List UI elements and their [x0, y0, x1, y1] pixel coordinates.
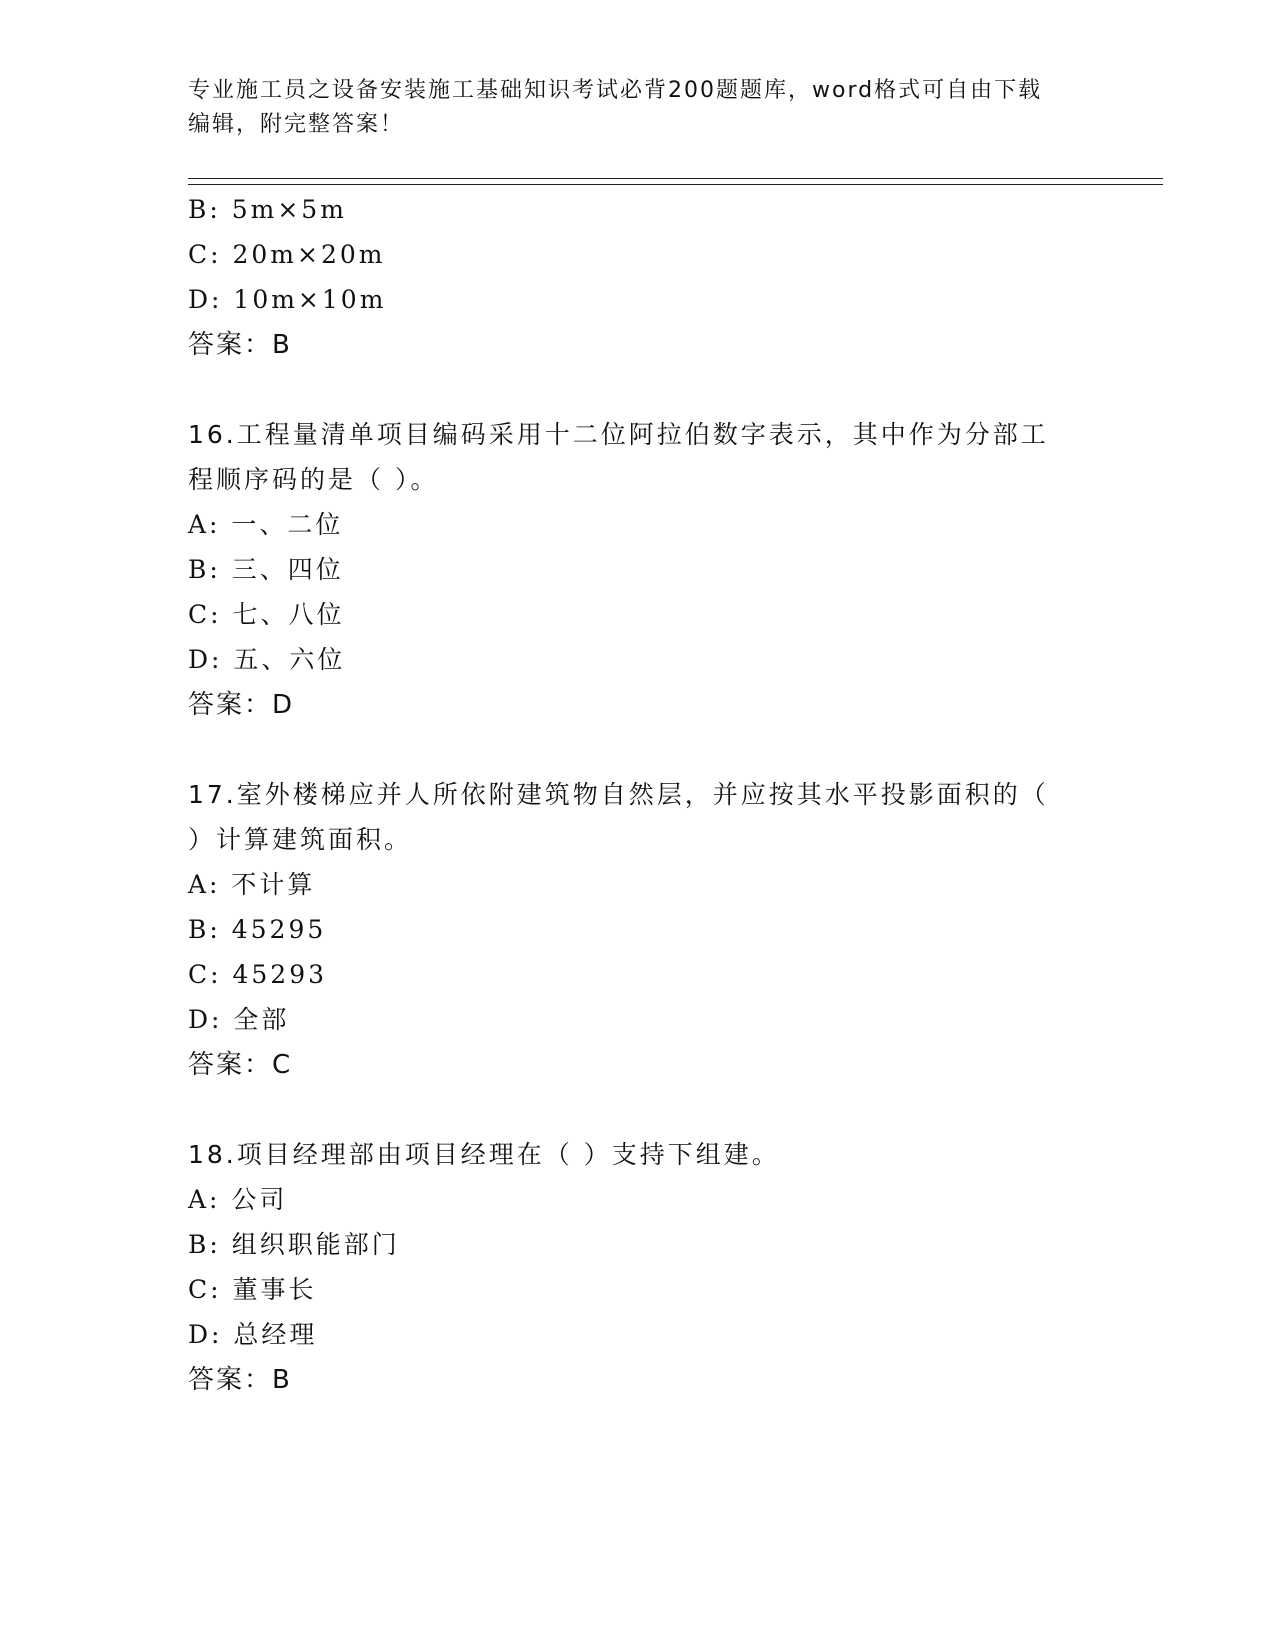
question-stem: 18.项目经理部由项目经理在（ ）支持下组建。 [188, 1140, 780, 1169]
option-line: A: 不计算 [188, 870, 316, 899]
option-line: C: 20m×20m [188, 240, 386, 269]
option-line: A: 公司 [188, 1185, 288, 1214]
answer-line: 答案：D [188, 690, 295, 720]
option-line: B: 45295 [188, 915, 327, 944]
option-line: C: 董事长 [188, 1275, 317, 1304]
option-line: D: 总经理 [188, 1320, 318, 1349]
option-line: D: 10m×10m [188, 285, 387, 314]
answer-line: 答案：B [188, 1365, 292, 1395]
question-stem: 17.室外楼梯应并人所依附建筑物自然层，并应按其水平投影面积的（ [188, 780, 1049, 809]
answer-line: 答案：B [188, 330, 292, 360]
question-stem: 16.工程量清单项目编码采用十二位阿拉伯数字表示，其中作为分部工 [188, 420, 1049, 449]
question-stem-continued: 程顺序码的是（ ）。 [188, 465, 439, 494]
header-line-1: 专业施工员之设备安装施工基础知识考试必背200题题库，word格式可自由下载 [188, 78, 1043, 103]
option-line: B: 5m×5m [188, 195, 347, 224]
option-line: D: 五、六位 [188, 645, 346, 674]
option-line: C: 45293 [188, 960, 328, 989]
option-line: A: 一、二位 [188, 510, 344, 539]
header-line-2: 编辑，附完整答案！ [188, 112, 405, 137]
header-divider [188, 178, 1163, 185]
option-line: C: 七、八位 [188, 600, 345, 629]
option-line: B: 组织职能部门 [188, 1230, 400, 1259]
question-stem-continued: ）计算建筑面积。 [188, 825, 413, 854]
answer-line: 答案：C [188, 1050, 293, 1080]
option-line: B: 三、四位 [188, 555, 344, 584]
document-header [188, 74, 1068, 142]
option-line: D: 全部 [188, 1005, 290, 1034]
